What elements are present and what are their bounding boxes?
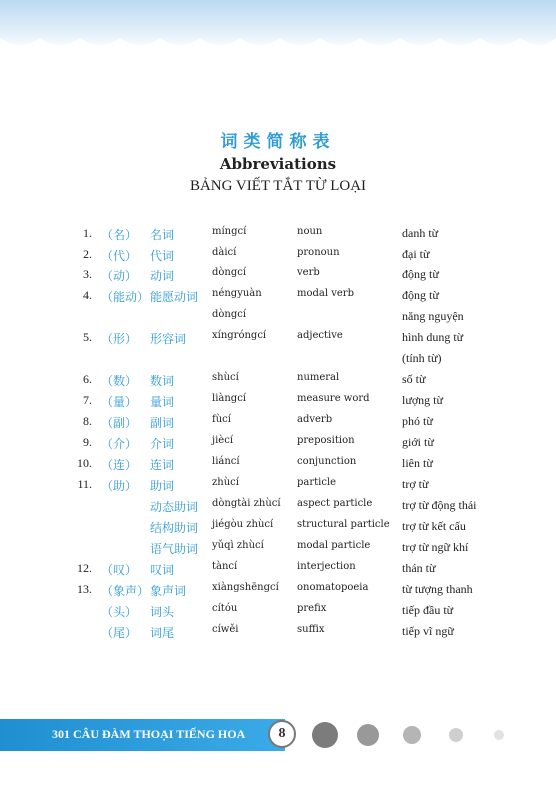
table-row [0,414,556,434]
entry-number: 5. [83,330,92,344]
entry-chinese-term: 能愿动词 [150,290,199,304]
entry-number: 12. [77,561,92,575]
decorative-dot [357,724,379,746]
entry-pinyin: liàngcí [212,393,246,404]
table-row [0,561,556,581]
entry-vietnamese: trợ từ [402,477,429,491]
entry-chinese-term: 量词 [150,395,175,409]
entry-number: 4. [83,288,92,302]
entry-chinese-term: 代词 [150,249,175,263]
entry-vietnamese: trợ từ ngữ khí [402,540,469,554]
table-row [0,519,556,539]
page-number: 8 [268,720,296,748]
entry-abbreviation: （数） [101,374,138,388]
entry-vietnamese: tiếp đầu từ [402,603,454,617]
entry-pinyin: dòngcí [212,267,247,278]
wave-decoration [0,30,556,52]
table-row [0,582,556,602]
entry-vietnamese: danh từ [402,226,439,240]
entry-vietnamese: giới từ [402,435,434,449]
entry-pinyin: cíwěi [212,624,239,635]
entry-english: prefix [297,603,327,614]
entry-number: 13. [77,582,92,596]
table-row [0,603,556,623]
entry-pinyin: fùcí [212,414,231,425]
entry-vietnamese: đại từ [402,247,430,261]
title-chinese: 词类简称表 [220,132,336,152]
entry-pinyin: yǔqì zhùcí [212,540,264,551]
entry-pinyin: xiàngshēngcí [212,582,279,593]
entry-english: verb [297,267,320,278]
entry-chinese-term: 结构助词 [150,521,199,535]
entry-chinese-term: 形容词 [150,332,187,346]
entry-english: particle [297,477,337,488]
entry-vietnamese: (tính từ) [402,351,442,365]
entry-chinese-term: 语气助词 [150,542,199,556]
entry-number: 10. [77,456,92,470]
entry-vietnamese: số từ [402,372,426,386]
entry-english: onomatopoeia [297,582,369,593]
entry-number: 2. [83,247,92,261]
entry-english: conjunction [297,456,357,467]
entry-chinese-term: 叹词 [150,563,175,577]
table-row [0,330,556,350]
entry-chinese-term: 介词 [150,437,175,451]
entry-abbreviation: （代） [101,249,138,263]
decorative-dot [312,722,338,748]
top-decorative-band [0,0,556,50]
entry-abbreviation: （连） [101,458,138,472]
entry-number: 3. [83,267,92,281]
entry-number: 7. [83,393,92,407]
entry-pinyin: dòngcí [212,309,247,320]
entry-chinese-term: 助词 [150,479,175,493]
entry-chinese-term: 连词 [150,458,175,472]
entry-abbreviation: （象声） [101,584,150,598]
entry-pinyin: néngyuàn [212,288,262,299]
entry-vietnamese: động từ [402,267,439,281]
entry-pinyin: cítóu [212,603,238,614]
entry-number: 1. [83,226,92,240]
entry-abbreviation: （叹） [101,563,138,577]
entry-english: adjective [297,330,343,341]
entry-abbreviation: （名） [101,228,138,242]
entry-vietnamese: từ tượng thanh [402,582,473,596]
entry-chinese-term: 动态助词 [150,500,199,514]
entry-vietnamese: động từ [402,288,439,302]
entry-pinyin: xíngróngcí [212,330,267,341]
entry-english: measure word [297,393,370,404]
entry-pinyin: jiècí [212,435,234,446]
entry-vietnamese: hình dung từ [402,330,464,344]
table-row [0,498,556,518]
table-row [0,226,556,246]
entry-english: interjection [297,561,356,572]
entry-vietnamese: liên từ [402,456,433,470]
entry-vietnamese: trợ từ động thái [402,498,477,512]
entry-number: 9. [83,435,92,449]
title-english: Abbreviations [219,155,337,173]
entry-english: modal verb [297,288,354,299]
entry-pinyin: shùcí [212,372,239,383]
decorative-dot [449,728,463,742]
entry-chinese-term: 动词 [150,269,175,283]
entry-english: noun [297,226,323,237]
entry-english: pronoun [297,247,340,258]
entry-english: preposition [297,435,355,446]
table-row [0,309,556,329]
entry-english: suffix [297,624,325,635]
table-row [0,624,556,644]
entry-number: 8. [83,414,92,428]
table-row [0,456,556,476]
entry-chinese-term: 名词 [150,228,175,242]
entry-vietnamese: trợ từ kết cấu [402,519,466,533]
entry-pinyin: dòngtài zhùcí [212,498,281,509]
table-row [0,247,556,267]
entry-english: aspect particle [297,498,373,509]
entry-pinyin: jiégòu zhùcí [212,519,274,530]
entry-abbreviation: （头） [101,605,138,619]
entry-number: 6. [83,372,92,386]
table-row [0,393,556,413]
entry-vietnamese: tiếp vĩ ngữ [402,624,454,638]
entry-english: numeral [297,372,340,383]
entry-chinese-term: 词尾 [150,626,175,640]
entry-vietnamese: năng nguyện [402,309,464,323]
entry-number: 11. [77,477,92,491]
table-row [0,372,556,392]
entry-english: modal particle [297,540,371,551]
entry-pinyin: tàncí [212,561,238,572]
entry-pinyin: dàicí [212,247,237,258]
entry-vietnamese: thán từ [402,561,436,575]
entry-english: structural particle [297,519,390,530]
entry-abbreviation: （动） [101,269,138,283]
entry-pinyin: míngcí [212,226,247,237]
entry-chinese-term: 象声词 [150,584,187,598]
entry-vietnamese: lượng từ [402,393,444,407]
entry-abbreviation: （副） [101,416,138,430]
table-row [0,267,556,287]
table-row [0,477,556,497]
decorative-dot [494,730,504,740]
table-row [0,288,556,308]
decorative-dot [403,726,421,744]
entry-chinese-term: 词头 [150,605,175,619]
table-row [0,540,556,560]
entry-abbreviation: （形） [101,332,138,346]
entry-abbreviation: （介） [101,437,138,451]
title-vietnamese: BẢNG VIẾT TẮT TỪ LOẠI [189,178,367,194]
table-row [0,351,556,371]
entry-chinese-term: 副词 [150,416,175,430]
entry-vietnamese: phó từ [402,414,433,428]
entry-abbreviation: （助） [101,479,138,493]
entry-english: adverb [297,414,333,425]
entry-chinese-term: 数词 [150,374,175,388]
entry-abbreviation: （能动） [101,290,150,304]
entry-abbreviation: （量） [101,395,138,409]
footer-book-title: 301 CÂU ĐÀM THOẠI TIẾNG HOA [52,727,246,741]
table-row [0,435,556,455]
entry-pinyin: zhùcí [212,477,239,488]
entry-abbreviation: （尾） [101,626,138,640]
entry-pinyin: liáncí [212,456,240,467]
